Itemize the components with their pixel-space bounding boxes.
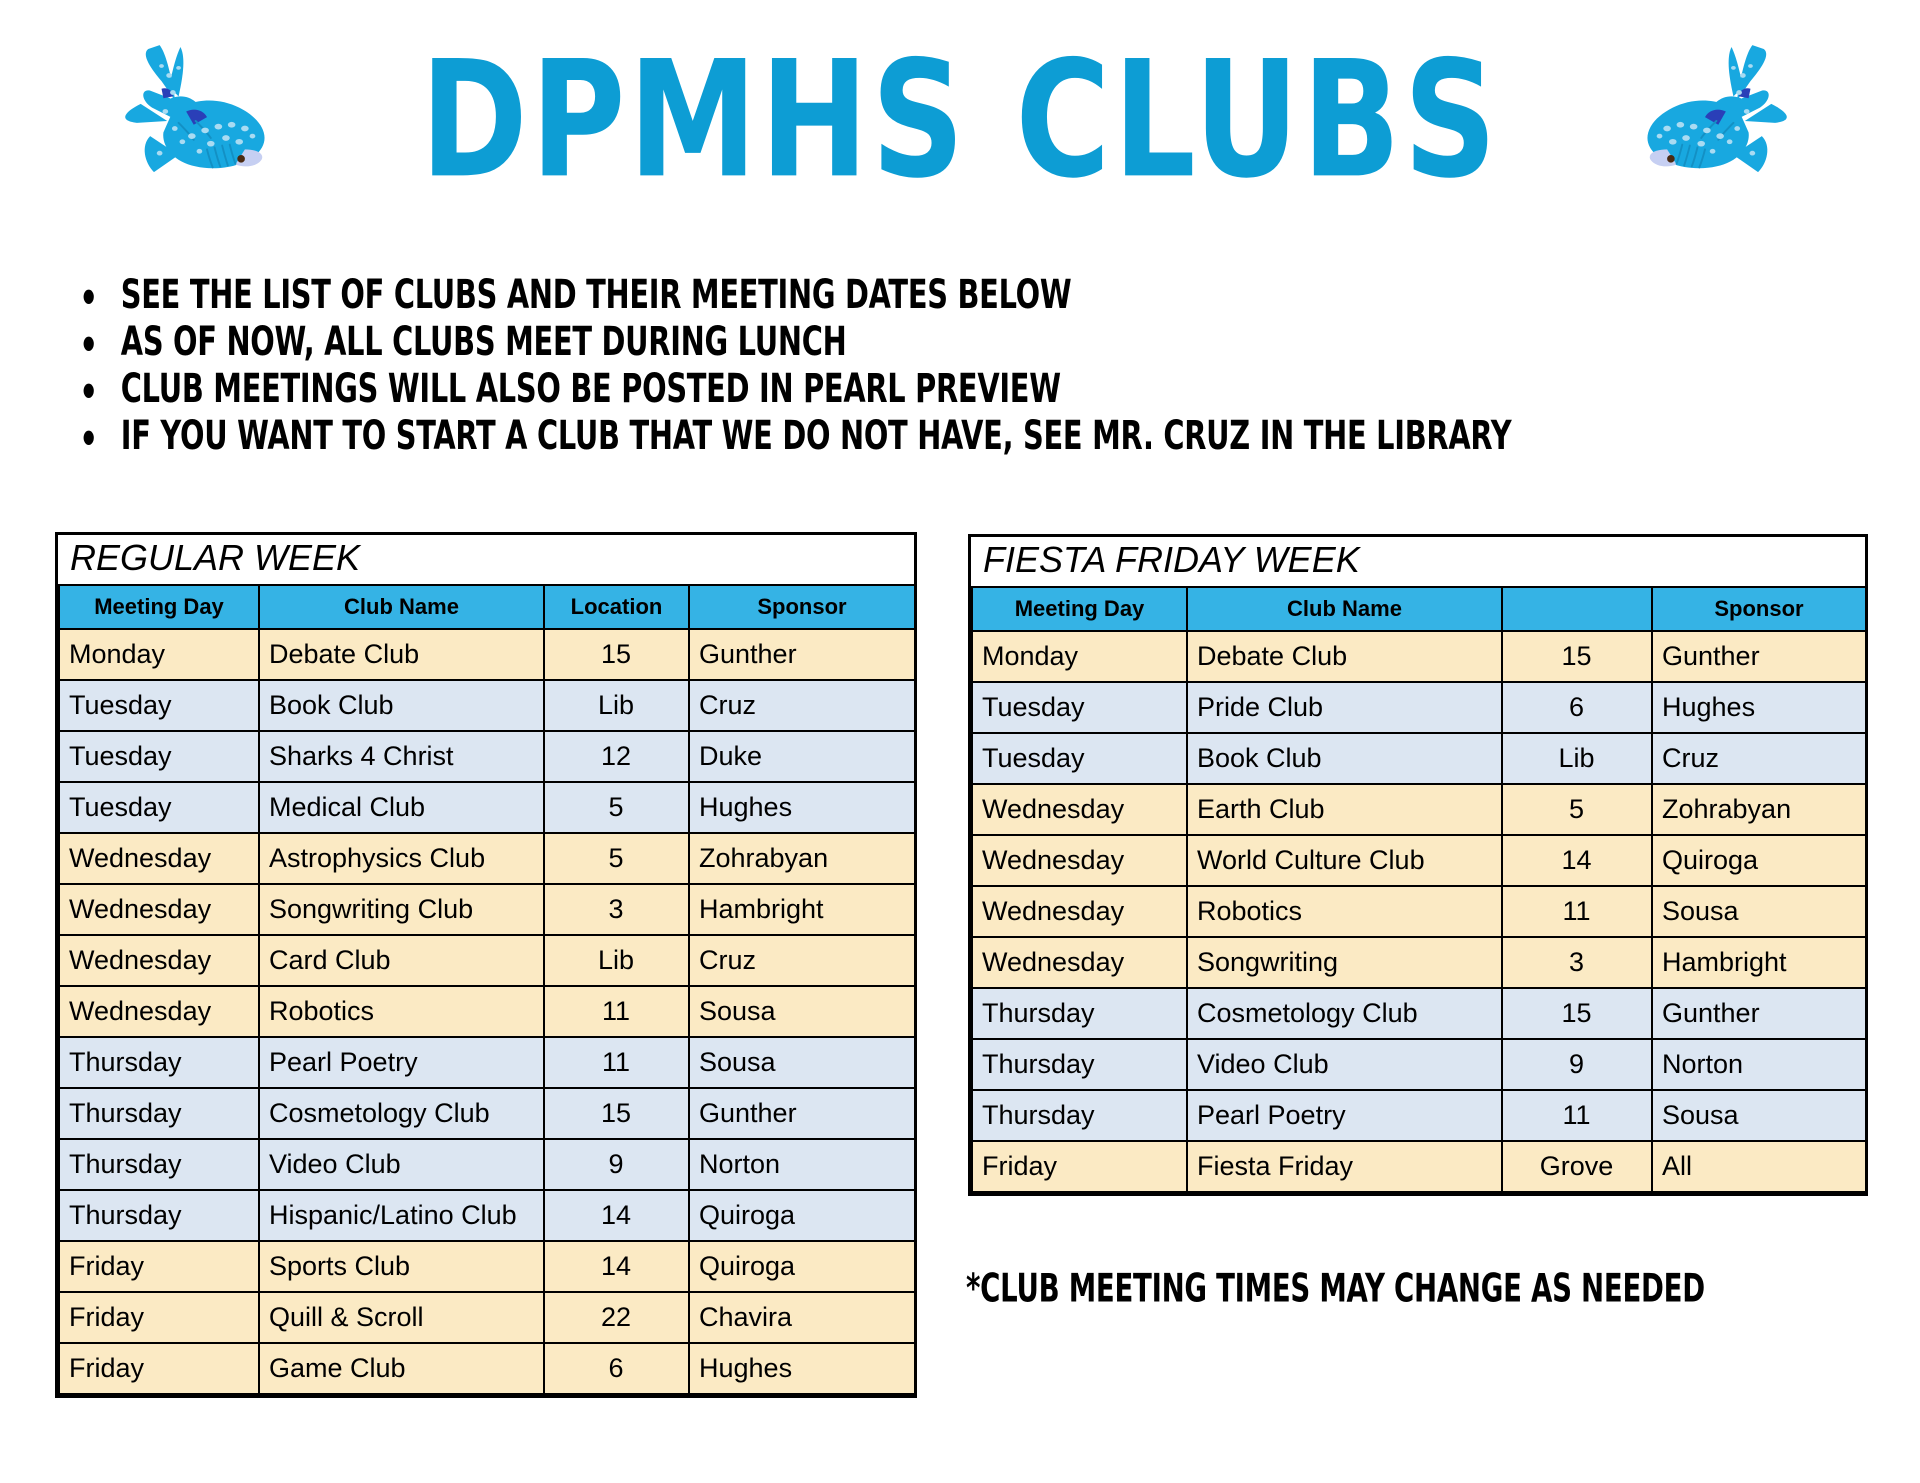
cell-meeting-day: Thursday (972, 1090, 1187, 1141)
cell-location: 15 (544, 1088, 689, 1139)
cell-meeting-day: Tuesday (59, 731, 259, 782)
cell-location: 5 (544, 782, 689, 833)
cell-location: 11 (544, 986, 689, 1037)
table-header-row (972, 587, 1866, 631)
cell-sponsor: Sousa (1652, 886, 1866, 937)
bullet-item: CLUB MEETINGS WILL ALSO BE POSTED IN PEARL PREVIEW (78, 369, 1566, 409)
cell-meeting-day: Friday (972, 1141, 1187, 1192)
table-row (59, 1292, 915, 1343)
table-row (972, 682, 1866, 733)
regular-week-table (58, 584, 916, 1395)
cell-club-name: Fiesta Friday (1187, 1141, 1502, 1192)
cell-meeting-day: Wednesday (59, 986, 259, 1037)
cell-club-name: Game Club (259, 1343, 544, 1394)
cell-meeting-day: Wednesday (972, 835, 1187, 886)
cell-club-name: Video Club (1187, 1039, 1502, 1090)
footnote-text: *CLUB MEETING TIMES MAY CHANGE AS NEEDED (966, 1266, 1705, 1313)
cell-meeting-day: Tuesday (972, 682, 1187, 733)
cell-location: 15 (1502, 631, 1652, 682)
cell-meeting-day: Thursday (59, 1037, 259, 1088)
cell-sponsor: Hambright (1652, 937, 1866, 988)
cell-location: 6 (1502, 682, 1652, 733)
cell-location: 12 (544, 731, 689, 782)
cell-sponsor: Gunther (689, 629, 915, 680)
cell-club-name: Medical Club (259, 782, 544, 833)
cell-meeting-day: Thursday (59, 1190, 259, 1241)
table-row (59, 1241, 915, 1292)
cell-sponsor: Gunther (1652, 988, 1866, 1039)
table-row (972, 886, 1866, 937)
cell-sponsor: Hughes (1652, 682, 1866, 733)
cell-sponsor: Norton (1652, 1039, 1866, 1090)
cell-club-name: Robotics (259, 986, 544, 1037)
table-row (972, 1090, 1866, 1141)
cell-sponsor: Zohrabyan (1652, 784, 1866, 835)
cell-location: 3 (1502, 937, 1652, 988)
table-row (59, 833, 915, 884)
cell-location: 15 (1502, 988, 1652, 1039)
cell-meeting-day: Wednesday (59, 935, 259, 986)
cell-location: Grove (1502, 1141, 1652, 1192)
poster-header (0, 0, 1920, 215)
cell-location: 3 (544, 884, 689, 935)
table-row (59, 1037, 915, 1088)
cell-club-name: Cosmetology Club (259, 1088, 544, 1139)
cell-sponsor: Zohrabyan (689, 833, 915, 884)
cell-club-name: Quill & Scroll (259, 1292, 544, 1343)
cell-location: 9 (544, 1139, 689, 1190)
cell-meeting-day: Wednesday (972, 784, 1187, 835)
cell-meeting-day: Wednesday (59, 884, 259, 935)
column-header-club-name: Club Name (259, 585, 544, 629)
table-head (59, 585, 915, 629)
cell-meeting-day: Friday (59, 1343, 259, 1394)
column-header-location (1502, 587, 1652, 631)
table-row (59, 1190, 915, 1241)
bullet-item: AS OF NOW, ALL CLUBS MEET DURING LUNCH (78, 322, 1566, 362)
cell-sponsor: Hughes (689, 782, 915, 833)
cell-location: 11 (544, 1037, 689, 1088)
cell-location: 15 (544, 629, 689, 680)
table-row (972, 835, 1866, 886)
table-row (972, 631, 1866, 682)
cell-meeting-day: Thursday (59, 1139, 259, 1190)
cell-sponsor: Hambright (689, 884, 915, 935)
cell-sponsor: Gunther (1652, 631, 1866, 682)
cell-club-name: Earth Club (1187, 784, 1502, 835)
cell-location: 14 (544, 1190, 689, 1241)
table-row (59, 986, 915, 1037)
cell-meeting-day: Tuesday (59, 782, 259, 833)
fiesta-friday-week-table-body (972, 631, 1866, 1192)
cell-club-name: Debate Club (259, 629, 544, 680)
cell-location: 5 (1502, 784, 1652, 835)
cell-club-name: World Culture Club (1187, 835, 1502, 886)
column-header-sponsor: Sponsor (689, 585, 915, 629)
cell-club-name: Pearl Poetry (1187, 1090, 1502, 1141)
cell-location: 22 (544, 1292, 689, 1343)
cell-club-name: Sharks 4 Christ (259, 731, 544, 782)
cell-sponsor: Duke (689, 731, 915, 782)
cell-meeting-day: Tuesday (59, 680, 259, 731)
table-header-row (59, 585, 915, 629)
cell-club-name: Card Club (259, 935, 544, 986)
cell-sponsor: Quiroga (1652, 835, 1866, 886)
table-row (59, 731, 915, 782)
cell-club-name: Astrophysics Club (259, 833, 544, 884)
cell-sponsor: Sousa (1652, 1090, 1866, 1141)
cell-meeting-day: Tuesday (972, 733, 1187, 784)
cell-club-name: Songwriting (1187, 937, 1502, 988)
cell-club-name: Pride Club (1187, 682, 1502, 733)
table-row (972, 1039, 1866, 1090)
cell-sponsor: Sousa (689, 1037, 915, 1088)
cell-location: 11 (1502, 886, 1652, 937)
cell-sponsor: Norton (689, 1139, 915, 1190)
regular-week-table-container (55, 532, 917, 1398)
table-row (59, 1343, 915, 1394)
cell-meeting-day: Wednesday (972, 937, 1187, 988)
regular-week-caption: REGULAR WEEK (70, 537, 361, 578)
fiesta-friday-week-table (971, 586, 1867, 1193)
cell-location: 14 (544, 1241, 689, 1292)
cell-club-name: Video Club (259, 1139, 544, 1190)
fiesta-friday-week-table-container (968, 534, 1868, 1196)
table-row (972, 988, 1866, 1039)
bullet-item: IF YOU WANT TO START A CLUB THAT WE DO NOT HAVE, SEE MR. CRUZ IN THE LIBRARY (78, 416, 1566, 456)
cell-location: 6 (544, 1343, 689, 1394)
table-row (59, 629, 915, 680)
cell-sponsor: Sousa (689, 986, 915, 1037)
column-header-meeting-day: Meeting Day (972, 587, 1187, 631)
cell-meeting-day: Friday (59, 1292, 259, 1343)
cell-location: 14 (1502, 835, 1652, 886)
column-header-club-name: Club Name (1187, 587, 1502, 631)
table-row (59, 884, 915, 935)
cell-meeting-day: Monday (59, 629, 259, 680)
table-row (59, 935, 915, 986)
cell-club-name: Pearl Poetry (259, 1037, 544, 1088)
table-head (972, 587, 1866, 631)
column-header-sponsor: Sponsor (1652, 587, 1866, 631)
column-header-location: Location (544, 585, 689, 629)
cell-sponsor: Chavira (689, 1292, 915, 1343)
table-row (59, 782, 915, 833)
cell-sponsor: All (1652, 1141, 1866, 1192)
cell-sponsor: Quiroga (689, 1241, 915, 1292)
table-row (972, 937, 1866, 988)
cell-club-name: Hispanic/Latino Club (259, 1190, 544, 1241)
cell-meeting-day: Wednesday (972, 886, 1187, 937)
cell-location: 5 (544, 833, 689, 884)
cell-sponsor: Cruz (689, 680, 915, 731)
column-header-meeting-day: Meeting Day (59, 585, 259, 629)
cell-sponsor: Gunther (689, 1088, 915, 1139)
cell-club-name: Robotics (1187, 886, 1502, 937)
cell-meeting-day: Thursday (972, 988, 1187, 1039)
cell-location: Lib (544, 680, 689, 731)
cell-sponsor: Hughes (689, 1343, 915, 1394)
cell-meeting-day: Wednesday (59, 833, 259, 884)
bullet-item: SEE THE LIST OF CLUBS AND THEIR MEETING DATES BELOW (78, 275, 1566, 315)
cell-location: 9 (1502, 1039, 1652, 1090)
cell-club-name: Book Club (259, 680, 544, 731)
table-row (59, 1139, 915, 1190)
cell-club-name: Cosmetology Club (1187, 988, 1502, 1039)
cell-location: Lib (1502, 733, 1652, 784)
cell-meeting-day: Thursday (972, 1039, 1187, 1090)
regular-week-table-body (59, 629, 915, 1394)
cell-club-name: Debate Club (1187, 631, 1502, 682)
cell-location: 11 (1502, 1090, 1652, 1141)
info-bullet-list (78, 271, 1678, 468)
table-row (59, 680, 915, 731)
cell-club-name: Sports Club (259, 1241, 544, 1292)
cell-meeting-day: Monday (972, 631, 1187, 682)
page-title: DPMHS CLUBS (420, 26, 1500, 215)
cell-meeting-day: Thursday (59, 1088, 259, 1139)
cell-club-name: Songwriting Club (259, 884, 544, 935)
cell-meeting-day: Friday (59, 1241, 259, 1292)
cell-sponsor: Cruz (689, 935, 915, 986)
table-row (972, 733, 1866, 784)
table-row (59, 1088, 915, 1139)
cell-sponsor: Cruz (1652, 733, 1866, 784)
table-row (972, 784, 1866, 835)
table-row (972, 1141, 1866, 1192)
fiesta-friday-week-caption: FIESTA FRIDAY WEEK (983, 539, 1360, 580)
cell-sponsor: Quiroga (689, 1190, 915, 1241)
cell-location: Lib (544, 935, 689, 986)
cell-club-name: Book Club (1187, 733, 1502, 784)
